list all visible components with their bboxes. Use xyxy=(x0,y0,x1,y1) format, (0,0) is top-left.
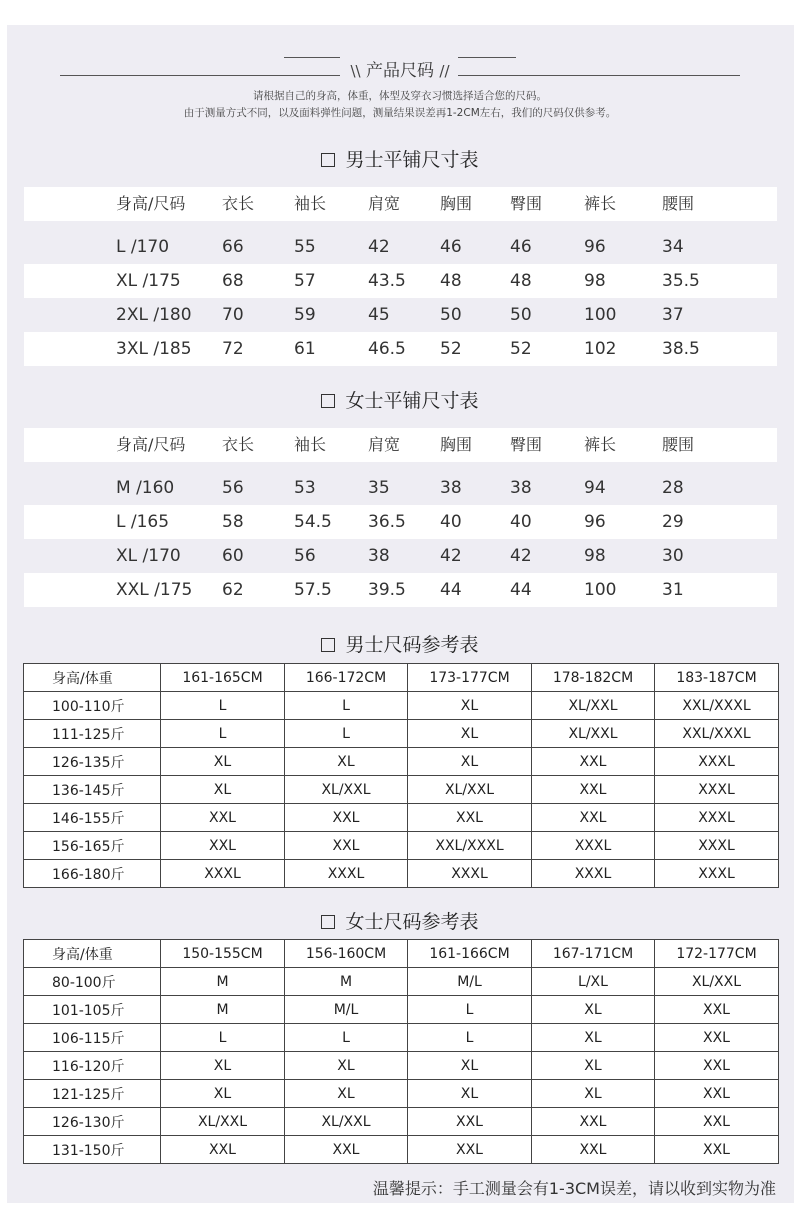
table-cell: XXXL xyxy=(161,860,285,888)
table-cell: 94 xyxy=(584,478,606,498)
table-cell: 42 xyxy=(440,546,462,566)
table-cell: XXL xyxy=(655,996,779,1024)
table-cell: XXXL xyxy=(285,860,408,888)
column-header: 161-165CM xyxy=(161,664,285,692)
column-header: 肩宽 xyxy=(368,435,401,454)
table-cell: 36.5 xyxy=(368,512,406,532)
table-cell: XXXL xyxy=(532,860,655,888)
column-header: 臀围 xyxy=(510,194,543,213)
table-row xyxy=(24,573,777,607)
column-header: 衣长 xyxy=(222,435,255,454)
table-cell: XXL xyxy=(532,776,655,804)
column-header: 172-177CM xyxy=(655,940,779,968)
table-cell: 40 xyxy=(510,512,532,532)
column-header: 166-172CM xyxy=(285,664,408,692)
table-cell: XL /170 xyxy=(116,546,181,566)
table-cell: 96 xyxy=(584,512,606,532)
table-cell: XL/XXL xyxy=(161,1108,285,1136)
table-cell: XXXL xyxy=(655,748,779,776)
checkbox-square-icon xyxy=(321,915,335,929)
table-cell: 60 xyxy=(222,546,244,566)
table-cell: XXL xyxy=(532,1136,655,1164)
row-header: 111-125斤 xyxy=(24,720,161,748)
table-cell: 42 xyxy=(510,546,532,566)
table-cell: XXXL xyxy=(532,832,655,860)
table-cell: 50 xyxy=(440,305,462,325)
row-header: 126-135斤 xyxy=(24,748,161,776)
men-flat-title: 男士平铺尺寸表 xyxy=(345,149,479,171)
table-cell: L /165 xyxy=(116,512,170,532)
row-header: 121-125斤 xyxy=(24,1080,161,1108)
table-row xyxy=(24,692,779,720)
table-cell: XXL/XXXL xyxy=(408,832,532,860)
table-cell: XL/XXL xyxy=(532,692,655,720)
table-cell: XL xyxy=(285,1052,408,1080)
table-cell: 37 xyxy=(662,305,684,325)
table-cell: XXXL xyxy=(655,776,779,804)
column-header: 裤长 xyxy=(584,435,617,454)
table-cell: XL xyxy=(285,1080,408,1108)
table-cell: XL/XXL xyxy=(285,776,408,804)
page-title-text: 产品尺码 xyxy=(366,61,434,81)
table-cell: XXL xyxy=(408,804,532,832)
table-cell: 46.5 xyxy=(368,339,406,359)
table-cell: 98 xyxy=(584,546,606,566)
table-cell: 50 xyxy=(510,305,532,325)
table-cell: M/L xyxy=(285,996,408,1024)
intro-line-1: 请根据自己的身高，体重，体型及穿衣习惯选择适合您的尺码。 xyxy=(253,90,547,102)
table-cell: L xyxy=(285,720,408,748)
table-row xyxy=(24,1108,779,1136)
table-cell: XL xyxy=(408,1080,532,1108)
table-row xyxy=(24,804,779,832)
table-cell: 42 xyxy=(368,237,390,257)
table-cell: XXL /175 xyxy=(116,580,193,600)
table-cell: L xyxy=(161,692,285,720)
column-header: 胸围 xyxy=(440,435,473,454)
table-cell: L xyxy=(408,996,532,1024)
men-ref-title: 男士尺码参考表 xyxy=(345,634,479,656)
table-cell: 54.5 xyxy=(294,512,332,532)
table-row xyxy=(24,968,779,996)
women-ref-heading xyxy=(0,907,800,934)
table-cell: XXL xyxy=(655,1080,779,1108)
table-cell: 62 xyxy=(222,580,244,600)
column-header: 183-187CM xyxy=(655,664,779,692)
column-header: 袖长 xyxy=(294,435,327,454)
table-cell: 34 xyxy=(662,237,684,257)
table-cell: 66 xyxy=(222,237,244,257)
row-header: 126-130斤 xyxy=(24,1108,161,1136)
table-cell: XL xyxy=(161,1080,285,1108)
table-cell: M/L xyxy=(408,968,532,996)
table-row xyxy=(24,1080,779,1108)
table-cell: XXL/XXXL xyxy=(655,692,779,720)
column-header: 裤长 xyxy=(584,194,617,213)
row-header: 106-115斤 xyxy=(24,1024,161,1052)
table-cell: L xyxy=(285,692,408,720)
table-cell: 100 xyxy=(584,580,617,600)
checkbox-square-icon xyxy=(321,394,335,408)
table-cell: 53 xyxy=(294,478,316,498)
checkbox-square-icon xyxy=(321,638,335,652)
table-cell: XL/XXL xyxy=(532,720,655,748)
table-row xyxy=(24,298,777,332)
table-cell: L xyxy=(285,1024,408,1052)
women-flat-title: 女士平铺尺寸表 xyxy=(345,390,479,412)
women-ref-table xyxy=(23,939,779,1164)
row-header: 80-100斤 xyxy=(24,968,161,996)
row-header: 131-150斤 xyxy=(24,1136,161,1164)
column-header: 167-171CM xyxy=(532,940,655,968)
table-cell: XXL xyxy=(532,804,655,832)
table-row xyxy=(24,539,777,573)
table-cell: XXXL xyxy=(408,860,532,888)
table-cell: 48 xyxy=(510,271,532,291)
table-cell: L /170 xyxy=(116,237,170,257)
table-cell: 38 xyxy=(440,478,462,498)
table-cell: XXL xyxy=(285,1136,408,1164)
table-cell: XL xyxy=(408,692,532,720)
table-row xyxy=(24,505,777,539)
column-header: 腰围 xyxy=(662,435,695,454)
table-cell: L xyxy=(161,720,285,748)
women-ref-title: 女士尺码参考表 xyxy=(345,911,479,933)
table-cell: XXL xyxy=(161,832,285,860)
table-cell: 56 xyxy=(294,546,316,566)
table-cell: XL xyxy=(532,1080,655,1108)
table-cell: 39.5 xyxy=(368,580,406,600)
table-cell: 35.5 xyxy=(662,271,700,291)
table-row xyxy=(24,832,779,860)
table-row xyxy=(24,1136,779,1164)
table-cell: 45 xyxy=(368,305,390,325)
table-cell: L xyxy=(408,1024,532,1052)
table-cell: 38.5 xyxy=(662,339,700,359)
table-cell: 48 xyxy=(440,271,462,291)
table-cell: 28 xyxy=(662,478,684,498)
table-cell: 46 xyxy=(440,237,462,257)
table-cell: XXL xyxy=(655,1052,779,1080)
table-cell: 70 xyxy=(222,305,244,325)
table-cell: 68 xyxy=(222,271,244,291)
table-cell: 35 xyxy=(368,478,390,498)
table-row xyxy=(24,860,779,888)
table-cell: XXXL xyxy=(655,804,779,832)
table-cell: XXL xyxy=(532,748,655,776)
column-header: 肩宽 xyxy=(368,194,401,213)
table-row xyxy=(24,748,779,776)
column-header: 袖长 xyxy=(294,194,327,213)
table-cell: 72 xyxy=(222,339,244,359)
table-cell: 44 xyxy=(510,580,532,600)
table-cell: XL/XXL xyxy=(408,776,532,804)
table-row xyxy=(24,1052,779,1080)
table-cell: 98 xyxy=(584,271,606,291)
column-header: 身高/体重 xyxy=(24,664,161,692)
table-cell: XL /175 xyxy=(116,271,181,291)
table-cell: 30 xyxy=(662,546,684,566)
table-cell: XXL/XXXL xyxy=(655,720,779,748)
table-cell: XXL xyxy=(655,1108,779,1136)
table-cell: 59 xyxy=(294,305,316,325)
table-row xyxy=(24,230,777,264)
table-cell: XL xyxy=(408,720,532,748)
table-header-row xyxy=(24,428,777,462)
table-cell: 96 xyxy=(584,237,606,257)
title-slash-left: \\ xyxy=(350,62,361,80)
table-cell: L xyxy=(161,1024,285,1052)
table-cell: XL xyxy=(161,776,285,804)
table-cell: XL xyxy=(161,748,285,776)
column-header: 173-177CM xyxy=(408,664,532,692)
table-cell: XXL xyxy=(161,804,285,832)
table-cell: XL xyxy=(532,1052,655,1080)
intro-line-2: 由于测量方式不同，以及面料弹性问题，测量结果误差再1-2CM左右，我们的尺码仅供参考。 xyxy=(183,107,617,119)
table-cell: XXL xyxy=(655,1024,779,1052)
table-cell: 3XL /185 xyxy=(116,339,192,359)
table-cell: XXL xyxy=(532,1108,655,1136)
column-header: 178-182CM xyxy=(532,664,655,692)
table-cell: XXL xyxy=(655,1136,779,1164)
table-cell: XL/XXL xyxy=(655,968,779,996)
table-cell: 56 xyxy=(222,478,244,498)
table-cell: XXL xyxy=(408,1136,532,1164)
table-cell: XXL xyxy=(285,804,408,832)
table-cell: XXL xyxy=(408,1108,532,1136)
row-header: 100-110斤 xyxy=(24,692,161,720)
row-header: 136-145斤 xyxy=(24,776,161,804)
page-title xyxy=(0,56,800,81)
table-row xyxy=(24,720,779,748)
women-flat-heading xyxy=(0,386,800,413)
table-cell: 55 xyxy=(294,237,316,257)
table-cell: XXL xyxy=(161,1136,285,1164)
table-cell: 57 xyxy=(294,271,316,291)
table-cell: XL xyxy=(408,1052,532,1080)
table-cell: L/XL xyxy=(532,968,655,996)
checkbox-square-icon xyxy=(321,153,335,167)
table-cell: 2XL /180 xyxy=(116,305,192,325)
table-row xyxy=(24,471,777,505)
table-cell: XL/XXL xyxy=(285,1108,408,1136)
table-cell: 46 xyxy=(510,237,532,257)
row-header: 166-180斤 xyxy=(24,860,161,888)
table-cell: M xyxy=(285,968,408,996)
column-header: 身高/尺码 xyxy=(116,194,186,213)
table-cell: XL xyxy=(532,1024,655,1052)
table-header-row xyxy=(24,940,779,968)
table-cell: M xyxy=(161,996,285,1024)
column-header: 150-155CM xyxy=(161,940,285,968)
row-header: 146-155斤 xyxy=(24,804,161,832)
column-header: 身高/尺码 xyxy=(116,435,186,454)
men-ref-table xyxy=(23,663,779,888)
column-header: 腰围 xyxy=(662,194,695,213)
table-cell: 40 xyxy=(440,512,462,532)
table-cell: 102 xyxy=(584,339,617,359)
table-cell: 29 xyxy=(662,512,684,532)
table-cell: 31 xyxy=(662,580,684,600)
column-header: 臀围 xyxy=(510,435,543,454)
table-row xyxy=(24,1024,779,1052)
table-cell: XXXL xyxy=(655,860,779,888)
table-header-row xyxy=(24,187,777,221)
table-cell: M xyxy=(161,968,285,996)
table-cell: 52 xyxy=(510,339,532,359)
row-header: 101-105斤 xyxy=(24,996,161,1024)
table-cell: XXXL xyxy=(655,832,779,860)
table-row xyxy=(24,332,777,366)
table-cell: XXL xyxy=(285,832,408,860)
row-header: 156-165斤 xyxy=(24,832,161,860)
table-cell: 58 xyxy=(222,512,244,532)
table-row xyxy=(24,996,779,1024)
table-cell: XL xyxy=(285,748,408,776)
column-header: 身高/体重 xyxy=(24,940,161,968)
column-header: 衣长 xyxy=(222,194,255,213)
table-cell: 57.5 xyxy=(294,580,332,600)
column-header: 胸围 xyxy=(440,194,473,213)
men-flat-heading xyxy=(0,145,800,172)
table-cell: 38 xyxy=(368,546,390,566)
table-cell: 38 xyxy=(510,478,532,498)
table-cell: XL xyxy=(532,996,655,1024)
table-cell: 61 xyxy=(294,339,316,359)
table-cell: 52 xyxy=(440,339,462,359)
title-slash-right: // xyxy=(439,62,450,80)
table-cell: XL xyxy=(408,748,532,776)
table-cell: 43.5 xyxy=(368,271,406,291)
men-ref-heading xyxy=(0,630,800,657)
table-cell: M /160 xyxy=(116,478,175,498)
table-cell: 44 xyxy=(440,580,462,600)
table-cell: XL xyxy=(161,1052,285,1080)
table-row xyxy=(24,776,779,804)
footer-tip: 温馨提示：手工测量会有1-3CM误差，请以收到实物为准 xyxy=(372,1179,776,1198)
table-header-row xyxy=(24,664,779,692)
row-header: 116-120斤 xyxy=(24,1052,161,1080)
column-header: 156-160CM xyxy=(285,940,408,968)
column-header: 161-166CM xyxy=(408,940,532,968)
table-row xyxy=(24,264,777,298)
table-cell: 100 xyxy=(584,305,617,325)
